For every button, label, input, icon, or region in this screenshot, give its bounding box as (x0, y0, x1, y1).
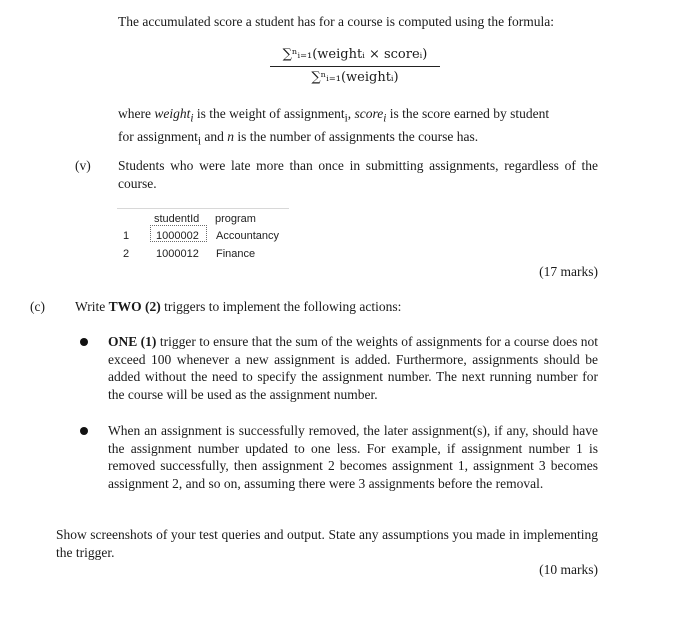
table-top-border (117, 208, 289, 209)
column-header-program: program (215, 213, 256, 225)
marks-label: (10 marks) (539, 562, 598, 577)
row-index: 1 (123, 230, 130, 242)
part-c-instruction: Write TWO (2) triggers to implement the following actions: (75, 299, 402, 314)
bullet-icon (80, 427, 88, 435)
formula-denominator: ∑ⁿᵢ₌₁(weightᵢ) (311, 69, 399, 85)
table-cell-program[interactable]: Finance (216, 248, 256, 260)
bullet-item: ONE (1) trigger to ensure that the sum of the weights of assignments for a course does not exceed 100 whenever a new assignment is added. Furthermore, assignments should be added without the need to specify the assignment number. The next running number for the course will be used as the assignment number. (108, 334, 598, 402)
bullet-icon (80, 338, 88, 346)
table-cell-program[interactable]: Accountancy (216, 230, 279, 242)
item-v-label: (v) (75, 158, 91, 173)
part-c-label: (c) (30, 299, 45, 314)
bullet-item: When an assignment is successfully removed, the later assignment(s), if any, should have the assignment number updated to one less. For example, if assignment number 1 is removed successfully, then assignment 2 becomes assignment 1, assignment 3 becomes assignment 2, and so on, assuming there were 3 assignments before the removal. (108, 423, 598, 491)
item-v-text: Students who were late more than once in submitting assignments, regardless of the course. (118, 158, 598, 191)
closing-instruction: Show screenshots of your test queries and output. State any assumptions you made in implementing the trigger. (56, 527, 598, 560)
formula-explanation: where weight$_i$ is the weight of assignment$_i$, score$_i$ is the score earned by student for assignment$_i$ and n is the number of assignments the course has. (118, 106, 550, 148)
table-cell-studentid[interactable]: 1000002 (156, 230, 199, 242)
intro-text: The accumulated score a student has for a course is computed using the formula: (118, 14, 554, 29)
score-formula (250, 46, 460, 86)
row-index: 2 (123, 248, 130, 260)
formula-numerator: ∑ⁿᵢ₌₁(weightᵢ × scoreᵢ) (282, 47, 428, 62)
table-cell-studentid[interactable]: 1000012 (156, 248, 199, 260)
marks-label: (17 marks) (539, 264, 598, 279)
column-header-studentid: studentId (154, 213, 200, 225)
